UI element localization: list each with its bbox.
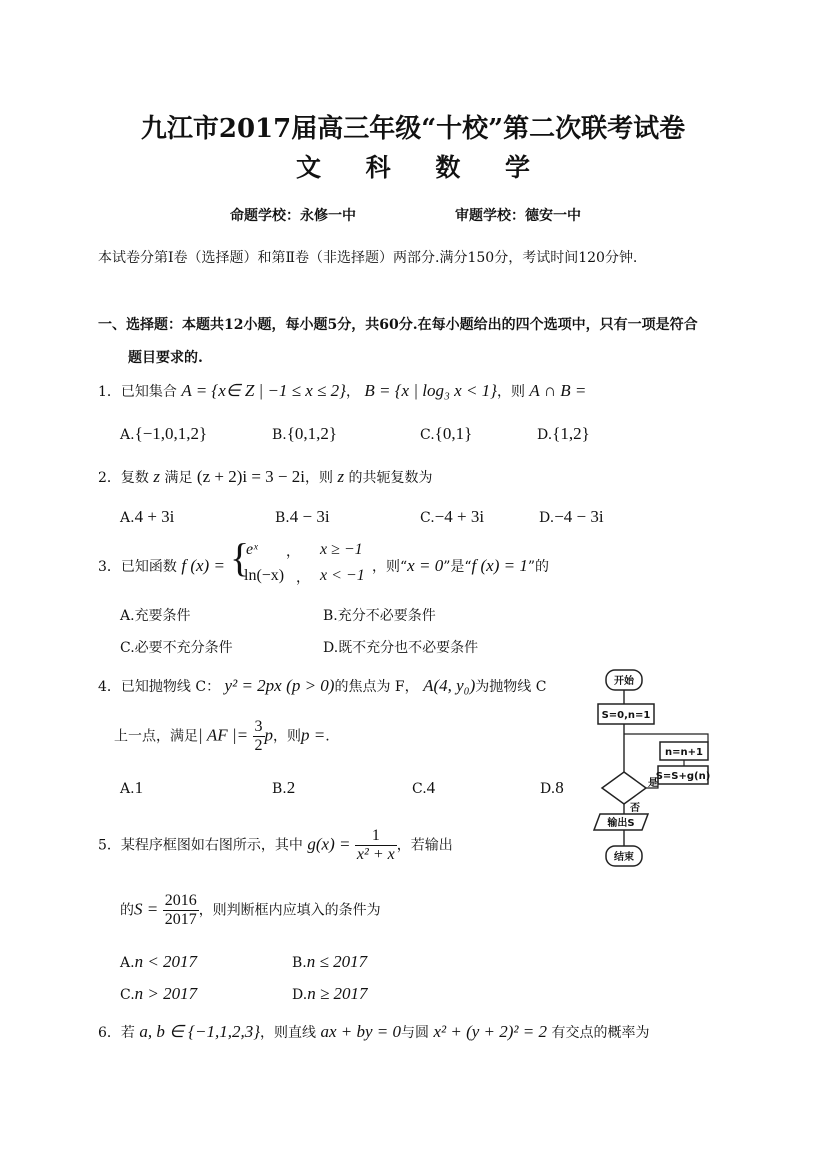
section-heading-cont: 题目要求的.	[128, 350, 203, 366]
question-4: 4．已知抛物线 C： y² = 2px (p > 0)的焦点为 F， A(4, y₀)为抛物线 C	[98, 676, 547, 695]
q4-fraction: $\frac{3}{2}$	[254, 718, 263, 754]
flowchart-increment-label: n=n+1	[665, 747, 703, 758]
q1-set-b: B = {x | log₃ x < 1}	[364, 381, 497, 400]
page-title: 九江市2017届高三年级“十校”第二次联考试卷	[140, 114, 686, 144]
q4-option-a: A.1	[120, 778, 144, 797]
q3-case1-sep: ，	[286, 544, 300, 560]
q1-option-d: D.{1,2}	[537, 424, 590, 443]
question-2	[98, 467, 433, 487]
q5-option-c: C.n > 2017	[120, 984, 198, 1003]
q1-option-a: A.{−1,0,1,2}	[120, 424, 208, 443]
q4-option-c: C.4	[412, 778, 436, 797]
section-heading: 一、选择题：本题共12小题，每小题5分，共60分.在每小题给出的四个选项中，只有一项是符合	[98, 317, 698, 333]
q4-condition: (p > 0)	[286, 676, 335, 695]
question-5: 5．某程序框图如右图所示，其中 g(x) = $\frac{1}{\text{x² + x}}$ ，若输出	[98, 827, 453, 863]
question-number: 4．	[98, 679, 121, 695]
q2-z2: z	[337, 467, 345, 486]
q3-case2-sep: ，	[296, 570, 310, 586]
q2-tail1: ，则	[304, 470, 333, 486]
q5-option-a: A.n < 2017	[120, 952, 198, 971]
q2-equation: (z + 2)i = 3 − 2i	[196, 467, 305, 486]
question-number: 2．	[98, 470, 121, 486]
q3-brace: {	[230, 535, 250, 580]
q2-z: z	[153, 467, 160, 486]
question-6: 6．若 a, b ∈ {−1,1,2,3}，则直线 ax + by = 0与圆 x² + (y + 2)² = 2 有交点的概率为	[98, 1022, 650, 1041]
question-4-line2: 上一点，满足| AF |= $\frac{3}{2}$ p，则p =.	[114, 718, 330, 754]
q1-lead: 已知集合	[120, 384, 177, 400]
proposition-school: 命题学校：永修一中	[230, 208, 356, 224]
flowchart-end-label: 结束	[614, 852, 634, 863]
q2-mid: 满足	[164, 470, 193, 486]
q3-case2-cond: x < −1	[320, 567, 365, 584]
question-number: 6．	[98, 1025, 121, 1041]
q1-tail: ，则	[496, 384, 525, 400]
question-5-line2: 的S = $\frac{2016}{2017}$ ，则判断框内应填入的条件为	[120, 892, 381, 928]
q1-set-a: A = {x∈ Z | −1 ≤ x ≤ 2}	[181, 381, 346, 400]
q3-option-b: B.充分不必要条件	[323, 608, 436, 624]
q3-case1-expr: eˣ	[246, 541, 258, 558]
q3-lead: 已知函数	[120, 559, 177, 575]
q5-s-fraction: $\frac{2016}{2017}$	[164, 892, 197, 928]
q5-option-b: B.n ≤ 2017	[292, 952, 368, 971]
q4-point: A(4, y₀)	[423, 676, 476, 695]
question-3-lead	[98, 556, 225, 576]
q4-equation: y² = 2px	[224, 676, 282, 695]
exam-intro: 本试卷分第Ⅰ卷（选择题）和第Ⅱ卷（非选择题）两部分.满分150分，考试时间120分钟.	[98, 250, 638, 266]
q2-option-c: C.−4 + 3i	[420, 507, 485, 526]
page-subtitle: 文 科 数 学	[295, 153, 549, 182]
q1-option-c: C.{0,1}	[420, 424, 473, 443]
flowchart-yes-label: 是	[648, 778, 658, 789]
q4-option-b: B.2	[272, 778, 296, 797]
question-3-tail: ，则“x = 0”是“f (x) = 1”的	[372, 556, 550, 575]
q3-option-d: D.既不充分也不必要条件	[323, 640, 479, 656]
q3-option-c: C.必要不充分条件	[120, 640, 233, 656]
question-1	[98, 381, 586, 401]
flowchart-decision	[602, 772, 646, 804]
flowchart-init-label: S=0,n=1	[601, 710, 651, 721]
q1-expr: A ∩ B =	[529, 381, 587, 400]
flowchart-start-label: 开始	[614, 676, 634, 687]
flowchart-no-label: 否	[630, 803, 640, 814]
q4-option-d: D.8	[540, 778, 564, 797]
q3-option-a: A.充要条件	[120, 608, 191, 624]
q2-lead: 复数	[120, 470, 149, 486]
q2-option-a: A.4 + 3i	[120, 507, 175, 526]
review-school: 审题学校：德安一中	[455, 208, 581, 224]
flowchart-output-label: 输出S	[607, 818, 635, 829]
q1-comma: ，	[345, 384, 360, 400]
q3-case2-expr: ln(−x)	[244, 567, 285, 584]
question-number: 3．	[98, 559, 121, 575]
q5-option-d: D.n ≥ 2017	[292, 984, 368, 1003]
q5-fraction: $\frac{1}{\text{x² + x}}$	[356, 827, 395, 863]
q3-fx: f (x) =	[181, 556, 225, 575]
question-number: 1．	[98, 384, 121, 400]
question-number: 5．	[98, 837, 121, 854]
q1-option-b: B.{0,1,2}	[272, 424, 338, 443]
q3-case1-cond: x ≥ −1	[320, 541, 363, 558]
q2-option-d: D.−4 − 3i	[539, 507, 604, 526]
program-flowchart	[588, 664, 718, 874]
q2-tail2: 的共轭复数为	[348, 470, 433, 486]
flowchart-update-label: S=S+g(n)	[655, 771, 711, 782]
q2-option-b: B.4 − 3i	[275, 507, 330, 526]
